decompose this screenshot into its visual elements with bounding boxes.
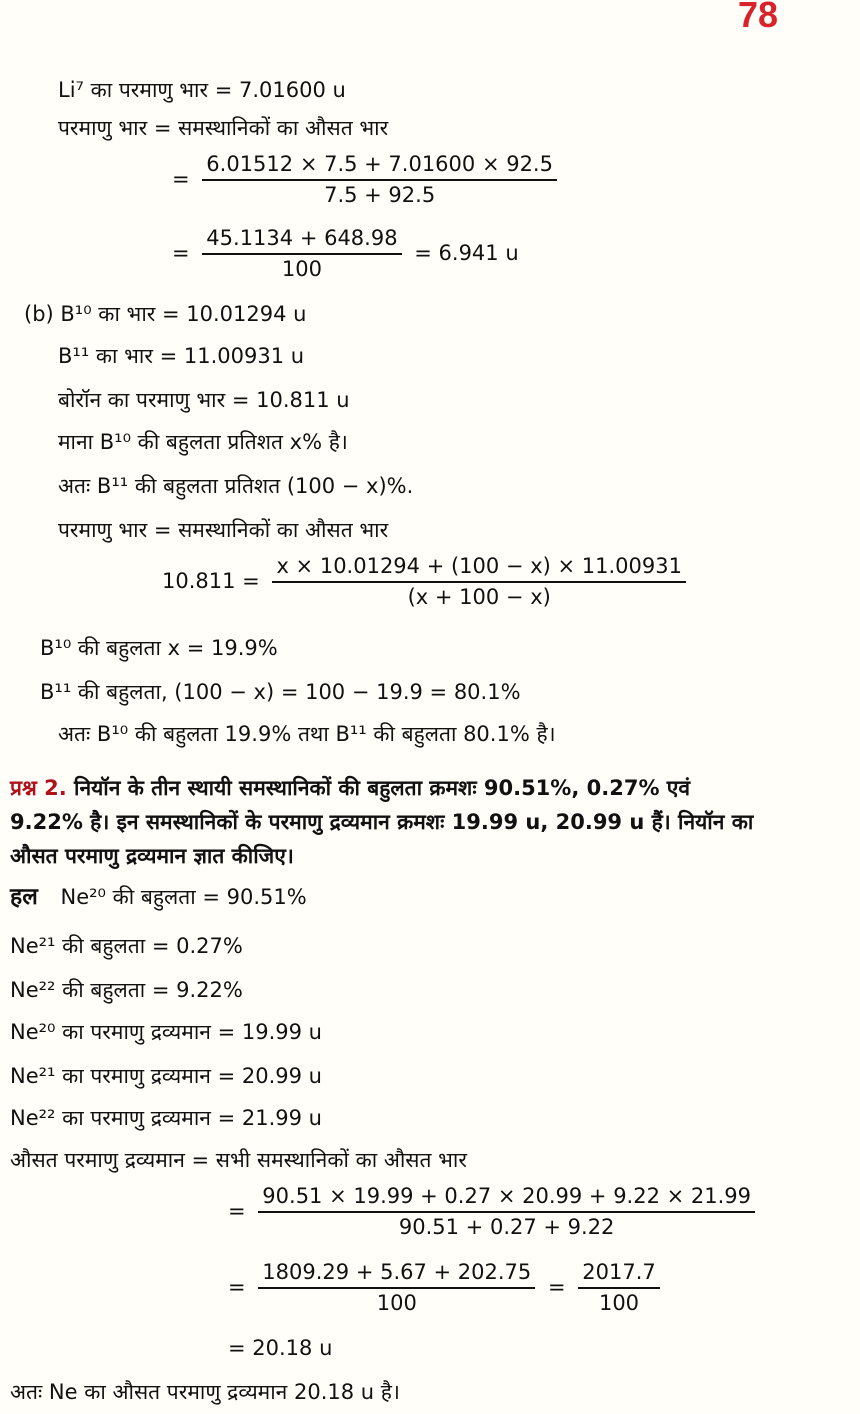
question-2-line-1: [10, 776, 690, 801]
ne22-mass-line: Ne²² का परमाणु द्रव्यमान = 21.99 u: [10, 1106, 322, 1130]
b10-mass-line: (b) B¹⁰ का भार = 10.01294 u: [24, 302, 307, 326]
b11-abundance-line: B¹¹ की बहुलता, (100 − x) = 100 − 19.9 = 80.1%: [40, 680, 521, 704]
boron-equation-lhs: 10.811 =: [162, 569, 260, 594]
li-fraction-2: [202, 226, 401, 282]
li-fraction-1-numerator: 6.01512 × 7.5 + 7.01600 × 92.5: [202, 152, 557, 181]
li-fraction-2-numerator: 45.1134 + 648.98: [202, 226, 401, 255]
equals-sign: =: [172, 241, 190, 266]
boron-fraction-numerator: x × 10.01294 + (100 − x) × 11.00931: [272, 554, 686, 583]
boron-atomic-mass-line: बोरॉन का परमाणु भार = 10.811 u: [58, 388, 350, 412]
boron-fraction-denominator: (x + 100 − x): [407, 585, 551, 610]
question-2-line-2: 9.22% है। इन समस्थानिकों के परमाणु द्रव्यमान क्रमशः 19.99 u, 20.99 u हैं। नियॉन का: [10, 810, 754, 834]
ne-result-line: = 20.18 u: [228, 1336, 333, 1360]
ne21-mass-line: Ne²¹ का परमाणु द्रव्यमान = 20.99 u: [10, 1064, 322, 1088]
ne-fraction-3-numerator: 2017.7: [578, 1260, 659, 1289]
ne22-abundance-line: Ne²² की बहुलता = 9.22%: [10, 978, 243, 1002]
question-2-line-3: औसत परमाणु द्रव्यमान ज्ञात कीजिए।: [10, 844, 294, 868]
ne-fraction-2-numerator: 1809.29 + 5.67 + 202.75: [258, 1260, 535, 1289]
boron-assumption-line: माना B¹⁰ की बहुलता प्रतिशत x% है।: [58, 430, 348, 454]
b11-mass-line: B¹¹ का भार = 11.00931 u: [58, 344, 305, 368]
ne-fraction-1-numerator: 90.51 × 19.99 + 0.27 × 20.99 + 9.22 × 21.99: [258, 1184, 755, 1213]
solution-label: हल: [10, 884, 38, 910]
boron-equation: [162, 554, 692, 610]
boron-fraction: [272, 554, 686, 610]
ne-fraction-1: [258, 1184, 755, 1240]
ne-equation-1: [228, 1184, 761, 1240]
li-equation-1: [172, 152, 563, 208]
equals-sign: =: [228, 1199, 246, 1224]
li-fraction-2-denominator: 100: [281, 257, 322, 282]
boron-hence-line: अतः B¹¹ की बहुलता प्रतिशत (100 − x)%.: [58, 474, 414, 498]
li-definition-line: परमाणु भार = समस्थानिकों का औसत भार: [58, 116, 389, 140]
li-fraction-1-denominator: 7.5 + 92.5: [324, 183, 436, 208]
equals-sign: =: [547, 1275, 566, 1300]
b10-abundance-line: B¹⁰ की बहुलता x = 19.9%: [40, 636, 278, 660]
ne20-abundance: Ne²⁰ की बहुलता = 90.51%: [60, 885, 307, 909]
ne-fraction-3-denominator: 100: [598, 1291, 640, 1316]
li-result: = 6.941 u: [414, 241, 519, 266]
ne-fraction-2-denominator: 100: [376, 1291, 417, 1316]
equals-sign: =: [228, 1275, 246, 1300]
equals-sign: =: [172, 167, 190, 192]
ne-fraction-2: [258, 1260, 535, 1316]
ne-fraction-3: [578, 1260, 659, 1316]
question-2-label: प्रश्न 2.: [10, 776, 67, 800]
li-fraction-1: [202, 152, 557, 208]
ne20-mass-line: Ne²⁰ का परमाणु द्रव्यमान = 19.99 u: [10, 1020, 322, 1044]
question-2-text-1: नियॉन के तीन स्थायी समस्थानिकों की बहुलता क्रमशः 90.51%, 0.27% एवं: [74, 776, 691, 800]
li-mass-line: Li⁷ का परमाणु भार = 7.01600 u: [58, 78, 346, 102]
page-number: 78: [737, 0, 778, 35]
ne-definition-line: औसत परमाणु द्रव्यमान = सभी समस्थानिकों का औसत भार: [10, 1148, 467, 1172]
li-equation-2: [172, 226, 519, 282]
boron-definition-line: परमाणु भार = समस्थानिकों का औसत भार: [58, 518, 389, 542]
ne21-abundance-line: Ne²¹ की बहुलता = 0.27%: [10, 934, 243, 958]
boron-conclusion-line: अतः B¹⁰ की बहुलता 19.9% तथा B¹¹ की बहुलता 80.1% है।: [58, 722, 556, 746]
ne-fraction-1-denominator: 90.51 + 0.27 + 9.22: [398, 1215, 615, 1240]
ne-equation-2: [228, 1260, 666, 1316]
solution-first-line: [10, 884, 307, 912]
ne-conclusion-line: अतः Ne का औसत परमाणु द्रव्यमान 20.18 u है।: [10, 1380, 400, 1404]
